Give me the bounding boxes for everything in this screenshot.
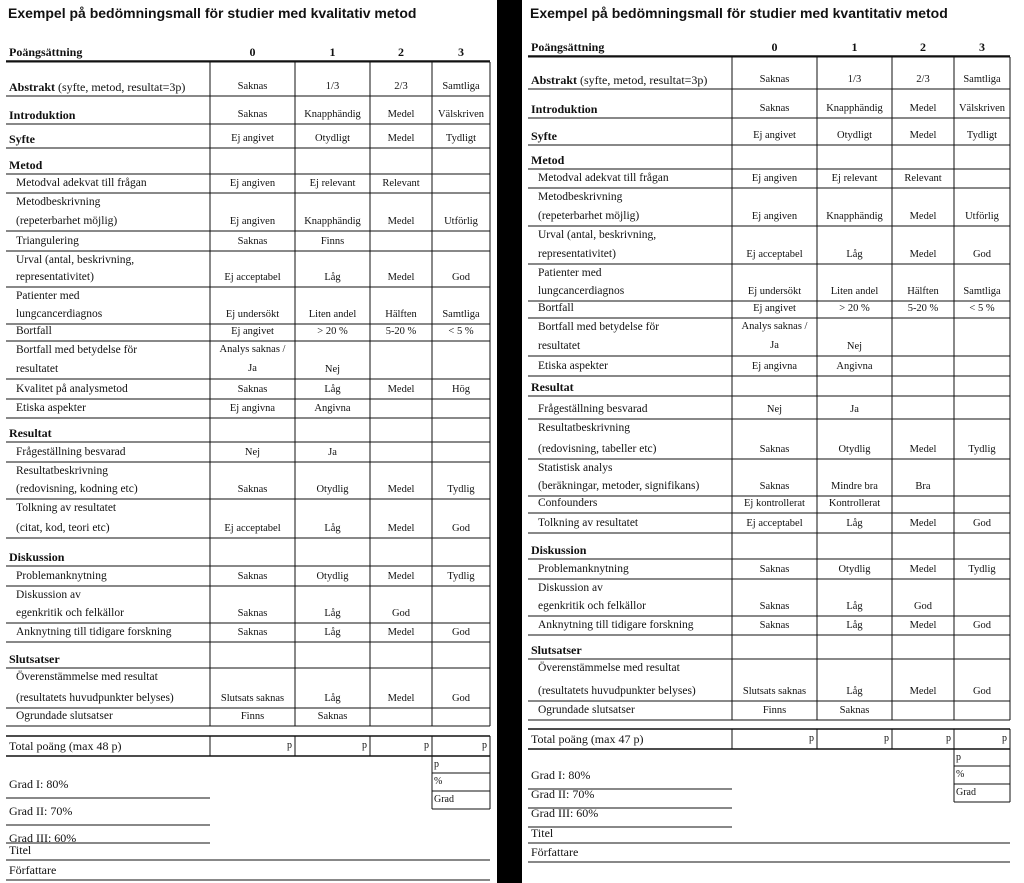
rating-cell: God (972, 518, 992, 529)
rating-cell: Medel (909, 564, 937, 575)
grade-threshold: Grad III: 60% (9, 831, 77, 845)
points-unit: p (362, 740, 367, 751)
rating-cell: 2/3 (916, 74, 930, 85)
rating-cell: Analys saknas / (219, 344, 286, 355)
rating-cell: Liten andel (308, 309, 357, 320)
row-label: resultatet (538, 340, 581, 352)
rating-cell: Kontrollerat (828, 498, 881, 509)
rating-cell: 1/3 (325, 81, 340, 92)
rating-cell: Ej angivet (231, 133, 274, 144)
rating-cell: Ja (770, 340, 779, 351)
rating-cell: Saknas (317, 711, 348, 722)
grade-threshold: Grad II: 70% (531, 787, 595, 801)
rating-cell: God (972, 620, 992, 631)
rating-cell: Hälften (907, 286, 939, 297)
row-label: (repeterbarhet möjlig) (16, 215, 118, 227)
row-label: Problemanknytning (538, 563, 629, 575)
rating-cell: God (391, 608, 411, 619)
row-label: representativitet) (538, 248, 616, 260)
row-label: Urval (antal, beskrivning, (538, 229, 657, 241)
rating-cell: Ej angivet (753, 130, 796, 141)
rating-cell: Ej relevant (831, 173, 878, 184)
scoring-header-label: Poängsättning (9, 45, 83, 59)
rating-cell: 2/3 (394, 81, 408, 92)
row-label: Urval (antal, beskrivning, (16, 254, 135, 266)
rating-cell: Tydligt (445, 133, 477, 144)
rating-cell: Samtliga (442, 309, 480, 320)
rating-cell: Medel (387, 571, 415, 582)
total-score-label: Total poäng (max 48 p) (9, 739, 122, 753)
summary-percent-unit: % (956, 769, 965, 780)
rating-cell: God (451, 272, 471, 283)
rating-cell: Ej acceptabel (746, 249, 803, 260)
rating-cell: Nej (324, 364, 341, 375)
points-unit: p (287, 740, 292, 751)
page-title: Exempel på bedömningsmall för studier med kvalitativ metod (8, 5, 417, 21)
score-column-header: 2 (398, 45, 404, 59)
rating-cell: Saknas (839, 705, 870, 716)
rating-cell: Ej kontrollerat (744, 498, 805, 509)
row-label: Bortfall (538, 302, 574, 314)
rating-cell: Ej angivna (229, 403, 276, 414)
grade-threshold: Grad II: 70% (9, 804, 73, 818)
quantitative-rubric-page (522, 0, 1024, 883)
section-heading: Slutsatser (531, 643, 582, 657)
rating-cell: Angivna (836, 361, 873, 372)
rating-cell: Ej angiven (229, 178, 276, 189)
row-label: Statistisk analys (538, 462, 613, 474)
rating-cell: Saknas (759, 564, 790, 575)
rating-cell: Medel (909, 518, 937, 529)
rating-cell: Analys saknas / (741, 321, 808, 332)
score-column-header: 2 (920, 40, 926, 54)
rating-cell: Medel (909, 686, 937, 697)
row-label: (resultatets huvudpunkter belyses) (538, 685, 696, 697)
rating-cell: < 5 % (969, 303, 995, 314)
rating-cell: Knapphändig (304, 109, 361, 120)
rating-cell: Saknas (237, 627, 268, 638)
rating-cell: Låg (846, 518, 863, 529)
rating-cell: Medel (909, 130, 937, 141)
row-label: Frågeställning besvarad (538, 403, 648, 415)
row-label: Tolkning av resultatet (538, 517, 639, 529)
rating-cell: Låg (324, 384, 341, 395)
rating-cell: Saknas (759, 74, 790, 85)
rating-cell: Samtliga (442, 81, 480, 92)
row-label: resultatet (16, 363, 59, 375)
rating-cell: Ej relevant (309, 178, 356, 189)
row-label: Metodval adekvat till frågan (16, 177, 147, 189)
rating-cell: Otydlig (838, 564, 871, 575)
row-label: Patienter med (16, 290, 80, 302)
section-heading: Resultat (531, 380, 574, 394)
rating-cell: Finns (240, 711, 265, 722)
row-label: (redovisning, tabeller etc) (538, 443, 657, 455)
rating-cell: Låg (846, 620, 863, 631)
rating-cell: God (451, 693, 471, 704)
rating-cell: God (451, 523, 471, 534)
grade-threshold: Grad I: 80% (531, 768, 591, 782)
rating-cell: Saknas (237, 571, 268, 582)
row-label: Kvalitet på analysmetod (16, 383, 128, 395)
rating-cell: Låg (324, 693, 341, 704)
title-field-label: Titel (9, 843, 32, 857)
row-label: Abstrakt (9, 80, 56, 94)
rating-cell: Saknas (759, 444, 790, 455)
grade-threshold: Grad I: 80% (9, 777, 69, 791)
row-label: (beräkningar, metoder, signifikans) (538, 480, 700, 492)
rating-cell: Medel (909, 249, 937, 260)
rating-cell: Saknas (759, 620, 790, 631)
rating-cell: God (451, 627, 471, 638)
row-label: (repeterbarhet möjlig) (538, 210, 640, 222)
rating-cell: Slutsats saknas (742, 686, 807, 697)
rating-cell: Tydligt (966, 130, 998, 141)
rating-cell: Låg (324, 627, 341, 638)
rating-cell: Knapphändig (304, 216, 361, 227)
row-label: representativitet) (16, 271, 94, 283)
rating-cell: < 5 % (448, 326, 474, 337)
row-label: Problemanknytning (16, 570, 107, 582)
rating-cell: Ej undersökt (747, 286, 802, 297)
row-label-wrap (9, 81, 185, 93)
rating-cell: Tydlig (447, 571, 475, 582)
row-label: Bortfall (16, 325, 52, 337)
section-heading: Metod (531, 153, 565, 167)
rating-cell: Saknas (237, 384, 268, 395)
qualitative-rubric-page (0, 0, 497, 883)
row-label-suffix: (syfte, metod, resultat=3p) (55, 80, 186, 94)
points-unit: p (482, 740, 487, 751)
rating-cell: Finns (320, 236, 345, 247)
total-score-label: Total poäng (max 47 p) (531, 732, 644, 746)
rating-cell: Ej acceptabel (746, 518, 803, 529)
rating-cell: Ej acceptabel (224, 523, 281, 534)
row-label: Överenstämmelse med resultat (16, 671, 158, 683)
rating-cell: Otydlig (316, 571, 349, 582)
rating-cell: Utförlig (444, 216, 478, 227)
points-unit: p (809, 733, 814, 744)
rating-cell: Medel (387, 133, 415, 144)
points-unit: p (424, 740, 429, 751)
row-label-wrap (531, 74, 707, 86)
rating-cell: Medel (387, 693, 415, 704)
rating-cell: Mindre bra (831, 481, 878, 492)
score-column-header: 0 (249, 45, 256, 59)
rating-cell: Medel (387, 627, 415, 638)
row-label: Etiska aspekter (538, 360, 608, 372)
rating-cell: Nej (846, 341, 863, 352)
row-label: lungcancerdiagnos (16, 308, 103, 320)
summary-percent-unit: % (434, 776, 443, 787)
rating-cell: Ej angivna (751, 361, 798, 372)
rating-cell: Ej angivet (753, 303, 796, 314)
rating-cell: Hälften (385, 309, 417, 320)
rating-cell: Medel (387, 272, 415, 283)
rating-cell: Nej (766, 404, 783, 415)
row-label: Resultatbeskrivning (16, 465, 108, 477)
rating-cell: Ej angiven (229, 216, 276, 227)
author-field-label: Författare (9, 863, 57, 877)
rating-cell: Angivna (314, 403, 351, 414)
scoring-header-label: Poängsättning (531, 40, 605, 54)
rating-cell: > 20 % (317, 326, 348, 337)
points-unit: p (1002, 733, 1007, 744)
section-heading: Resultat (9, 426, 52, 440)
rating-cell: 5-20 % (385, 326, 417, 337)
rating-cell: Ja (248, 363, 257, 374)
rating-cell: Saknas (237, 484, 268, 495)
rating-cell: Saknas (237, 81, 268, 92)
row-label: Överenstämmelse med resultat (538, 662, 680, 674)
title-field-label: Titel (531, 826, 554, 840)
score-column-header: 1 (851, 40, 858, 54)
row-label: Metodbeskrivning (538, 191, 623, 203)
rating-cell: Utförlig (965, 211, 999, 222)
rating-cell: Saknas (759, 481, 790, 492)
score-column-header: 1 (329, 45, 336, 59)
rating-cell: God (972, 249, 992, 260)
rating-cell: Medel (387, 484, 415, 495)
rating-cell: Otydligt (836, 130, 873, 141)
page-title: Exempel på bedömningsmall för studier med kvantitativ metod (530, 5, 948, 21)
rating-cell: Låg (324, 272, 341, 283)
row-label: Confounders (538, 497, 598, 509)
section-heading: Metod (9, 158, 43, 172)
score-column-header: 0 (771, 40, 778, 54)
rating-cell: Hög (451, 384, 471, 395)
summary-grade-label: Grad (956, 787, 976, 798)
score-column-header: 3 (458, 45, 464, 59)
row-label: Syfte (531, 129, 557, 143)
rating-cell: Ej undersökt (225, 309, 280, 320)
rating-cell: Samtliga (963, 74, 1001, 85)
rating-cell: Otydlig (838, 444, 871, 455)
summary-points-unit: p (434, 759, 439, 770)
rating-cell: Låg (846, 686, 863, 697)
rating-cell: Ej acceptabel (224, 272, 281, 283)
row-label: Metodval adekvat till frågan (538, 172, 669, 184)
row-label: Diskussion av (538, 582, 603, 594)
row-label: Triangulering (16, 235, 79, 247)
row-label: Resultatbeskrivning (538, 422, 630, 434)
rating-cell: God (972, 686, 992, 697)
rating-cell: Ja (328, 447, 337, 458)
row-label: Introduktion (531, 102, 598, 116)
section-heading: Diskussion (531, 543, 587, 557)
row-label: (resultatets huvudpunkter belyses) (16, 692, 174, 704)
rating-cell: Ej angivet (231, 326, 274, 337)
section-heading: Diskussion (9, 550, 65, 564)
row-label: Abstrakt (531, 73, 578, 87)
row-label: Anknytning till tidigare forskning (16, 626, 172, 638)
rating-cell: Låg (846, 601, 863, 612)
row-label: Bortfall med betydelse för (16, 344, 138, 356)
rating-cell: Låg (324, 608, 341, 619)
rating-cell: Låg (846, 249, 863, 260)
row-label: Introduktion (9, 108, 76, 122)
rating-cell: Slutsats saknas (220, 693, 285, 704)
row-label: Frågeställning besvarad (16, 446, 126, 458)
rating-cell: Välskriven (437, 109, 485, 120)
row-label: Syfte (9, 132, 35, 146)
rating-cell: God (913, 601, 933, 612)
rating-cell: Bra (915, 481, 931, 492)
row-label: Bortfall med betydelse för (538, 321, 660, 333)
rating-cell: Saknas (759, 103, 790, 114)
rating-cell: Finns (762, 705, 787, 716)
rating-cell: Liten andel (830, 286, 879, 297)
rating-cell: 5-20 % (907, 303, 939, 314)
rating-cell: Knapphändig (826, 211, 883, 222)
rating-cell: Saknas (237, 236, 268, 247)
rating-cell: Medel (387, 523, 415, 534)
row-label: Tolkning av resultatet (16, 502, 117, 514)
rating-cell: Medel (909, 444, 937, 455)
row-label: egenkritik och felkällor (16, 607, 124, 619)
rating-cell: Tydlig (447, 484, 475, 495)
row-label: (redovisning, kodning etc) (16, 483, 138, 495)
row-label: Ogrundade slutsatser (538, 704, 635, 716)
row-label: lungcancerdiagnos (538, 285, 625, 297)
row-label: Diskussion av (16, 589, 81, 601)
row-label: Metodbeskrivning (16, 196, 101, 208)
rating-cell: Ej angiven (751, 211, 798, 222)
rating-cell: Medel (387, 216, 415, 227)
rating-cell: Ja (850, 404, 859, 415)
summary-points-unit: p (956, 752, 961, 763)
rating-cell: Tydlig (968, 564, 996, 575)
section-heading: Slutsatser (9, 652, 60, 666)
rating-cell: Knapphändig (826, 103, 883, 114)
row-label: Anknytning till tidigare forskning (538, 619, 694, 631)
rating-cell: Medel (909, 211, 937, 222)
points-unit: p (946, 733, 951, 744)
rating-cell: Saknas (759, 601, 790, 612)
row-label: egenkritik och felkällor (538, 600, 646, 612)
rating-cell: Samtliga (963, 286, 1001, 297)
rating-cell: Ej angiven (751, 173, 798, 184)
rating-cell: Saknas (237, 109, 268, 120)
rating-cell: Medel (909, 103, 937, 114)
row-label: Ogrundade slutsatser (16, 710, 113, 722)
rating-cell: Nej (244, 447, 261, 458)
row-label-suffix: (syfte, metod, resultat=3p) (577, 73, 708, 87)
summary-grade-label: Grad (434, 794, 454, 805)
row-label: Patienter med (538, 267, 602, 279)
author-field-label: Författare (531, 845, 579, 859)
row-label: Etiska aspekter (16, 402, 86, 414)
rating-cell: Medel (909, 620, 937, 631)
rating-cell: Välskriven (958, 103, 1006, 114)
rating-cell: > 20 % (839, 303, 870, 314)
rating-cell: Otydligt (314, 133, 351, 144)
rating-cell: Tydlig (968, 444, 996, 455)
rating-cell: Relevant (904, 173, 942, 184)
points-unit: p (884, 733, 889, 744)
rating-cell: Låg (324, 523, 341, 534)
rating-cell: Medel (387, 384, 415, 395)
row-label: (citat, kod, teori etc) (16, 522, 110, 534)
rating-cell: Otydlig (316, 484, 349, 495)
rating-cell: 1/3 (847, 74, 862, 85)
grade-threshold: Grad III: 60% (531, 806, 599, 820)
rating-cell: Medel (387, 109, 415, 120)
score-column-header: 3 (979, 40, 985, 54)
rating-cell: Saknas (237, 608, 268, 619)
rating-cell: Relevant (382, 178, 420, 189)
